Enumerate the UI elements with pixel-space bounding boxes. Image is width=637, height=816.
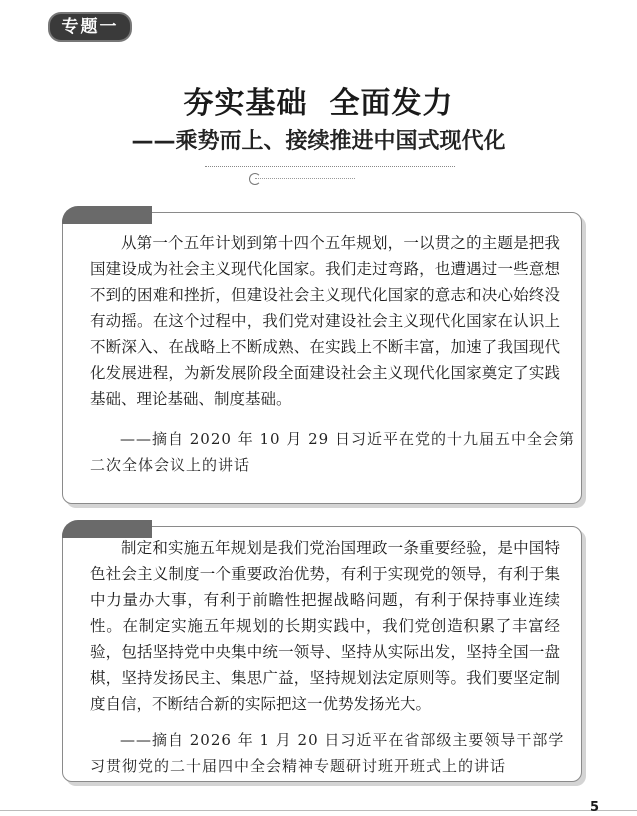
topic-badge: 专题一 bbox=[48, 12, 132, 42]
quote-2-text: 制定和实施五年规划是我们党治国理政一条重要经验，是中国特色社会主义制度一个重要政治优势，有利于实现党的领导，有利于集中力量办大事，有利于前瞻性把握战略问题，有利于保持事业连续性。在制定实施五年规划的长期实践中，我们党创造积累了丰富经验，包括坚持党中央集中统一领导、坚持从实际出发，坚持全国一盘棋，坚持发扬民主、集思广益，坚持规划法定原则等。我们要坚定制度自信，不断结合新的实际把这一优势发扬光大。 bbox=[90, 539, 560, 713]
ornament-divider bbox=[255, 178, 355, 189]
title-divider bbox=[205, 166, 455, 167]
quote-1-source: ——摘自 2020 年 10 月 29 日习近平在党的十九届五中全会第二次全体会议上的讲话 bbox=[90, 430, 575, 474]
quote-1-text: 从第一个五年计划到第十四个五年规划，一以贯之的主题是把我国建设成为社会主义现代化国家。我们走过弯路，也遭遇过一些意想不到的困难和挫折，但建设社会主义现代化国家的意志和决心始终没有动摇。在这个过程中，我们党对建设社会主义现代化国家在认识上不断深入、在战略上不断成熟、在实践上不断丰富，加速了我国现代化发展进程，为新发展阶段全面建设社会主义现代化国家奠定了实践基础、理论基础、制度基础。 bbox=[90, 234, 560, 408]
quote-2-source: ——摘自 2026 年 1 月 20 日习近平在省部级主要领导干部学习贯彻党的二十届四中全会精神专题研讨班开班式上的讲话 bbox=[90, 731, 565, 775]
page-number: 5 bbox=[590, 800, 600, 815]
quote-box-1-corner bbox=[62, 206, 152, 224]
title-part-1: 夯实基础 bbox=[183, 86, 308, 121]
page-subtitle: ——乘势而上、接续推进中国式现代化 bbox=[131, 129, 506, 154]
title-part-2: 全面发力 bbox=[329, 86, 454, 121]
page-edge bbox=[0, 810, 637, 811]
page-title bbox=[0, 78, 637, 122]
